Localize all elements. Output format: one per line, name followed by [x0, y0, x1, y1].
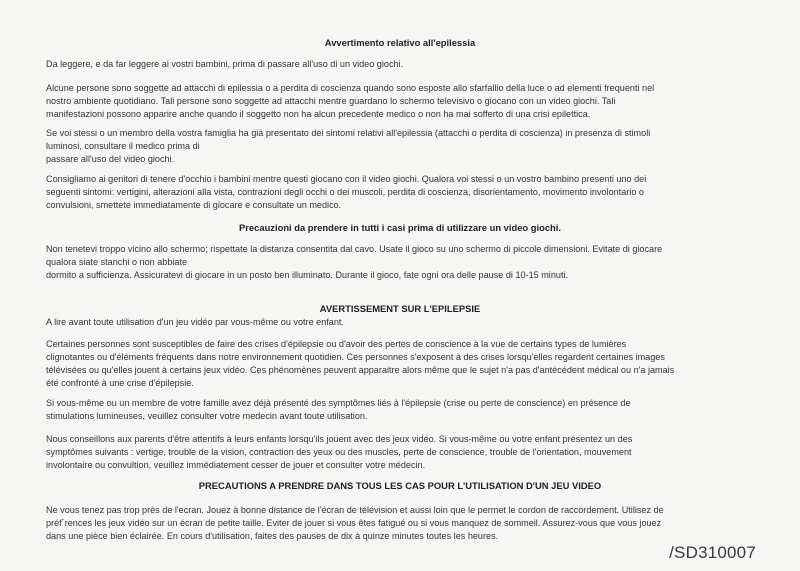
italian-warning-title: Avvertimento relativo all'epilessia: [324, 37, 476, 48]
text-line: Alcune persone sono soggette ad attacchi di epilessia o a perdita di coscienza quando sono esposte allo sfarfallio della luce o ad elementi frequenti nel: [46, 83, 655, 93]
text-line: A lire avant toute utilisation d'un jeu vidéo par vous-même ou votre enfant.: [46, 317, 344, 327]
text-line: clignotantes ou d'éléments fréquents dans notre environnement quotidien. Ces personnes s'exposent à des crises lorsqu'elles regardent certaines images: [46, 352, 665, 362]
french-paragraph-4: [46, 504, 760, 543]
french-warning-title: AVERTISSEMENT SUR L'EPILEPSIE: [319, 303, 481, 314]
italian-intro: [46, 58, 760, 71]
text-line: manifestazioni possono apparire anche quando il soggetto non ha alcun precedente medico o non ha mai sofferto di una crisi epilettica.: [46, 109, 591, 119]
document-code: /SD310007: [669, 543, 756, 562]
text-line: télévisées ou qu'elles jouent à certains jeux vidéo. Ces phénomènes peuvent apparaitre alors même que le sujet n'a pas d'antécédent médical ou n'a jamais: [46, 365, 675, 375]
italian-paragraph-2: [46, 127, 760, 166]
italian-paragraph-4: [46, 243, 760, 282]
french-paragraph-1: [46, 338, 760, 390]
french-paragraph-2: [46, 397, 760, 423]
text-line: Non tenetevi troppo vicino allo schermo; rispettate la distanza consentita dal cavo. Usate il gioco su uno schermo di piccole dimensioni. Evitate di giocare: [46, 244, 663, 254]
text-line: involontaire ou convultion, veuillez immédiatement cesser de jouer et consulter votre médecin.: [46, 460, 426, 470]
text-line: nostro ambiente quotidiano. Tali persone sono soggette ad attacchi mentre guardano lo schermo televisivo o giocano con un video giochi. Tali: [46, 96, 616, 106]
text-line: Nous conseillons aux parents d'être attentifs à leurs enfants lorsqu'ils jouent avec des jeux vidéo. Si vous-même ou votre enfant présentez un des: [46, 434, 633, 444]
text-line: préf´rences les jeux vidéo sur un écran de petite taille. Eviter de jouer si vous êtes fatigué ou si vous manquez de sommeil. Assurez-vous que vous jouez: [46, 518, 662, 528]
french-precautions-title: PRECAUTIONS A PRENDRE DANS TOUS LES CAS POUR L'UTILISATION D'UN JEU VIDEO: [198, 480, 602, 491]
text-line: seguenti sintomi: vertigini, alterazioni alla vista, contrazioni degli occhi o dei muscoli, perdita di coscienza, disorientamento, movimento involontario o: [46, 187, 644, 197]
italian-paragraph-1: [46, 82, 760, 121]
text-line: dormito a sufficienza. Assicuratevi di giocare in un posto ben illuminato. Durante il gioco, fate ogni ora delle pause di 10-15 minuti.: [46, 270, 569, 280]
text-line: Certaines personnes sont susceptibles de faire des crises d'épilepsie ou d'avoir des pertes de conscience à la vue de certains types de lumières: [46, 339, 627, 349]
text-line: Da leggere, e da far leggere ai vostri bambini, prima di passare all'uso di un video giochi.: [46, 59, 404, 69]
text-line: Si vous-même ou un membre de votre famille avez déjà présenté des symptômes liés à l'épilepsie (crise ou perte de conscience) en présence de: [46, 398, 631, 408]
text-line: Se voi stessi o un membro della vostra famiglia ha già presentato dei sintomi relativi all'epilessia (attacchi o perdita di coscienza) in presenza di stimoli: [46, 128, 651, 138]
text-line: dans une pièce bien éclairée. En cours d'utilisation, faites des pauses de dix à quinze minutes toutes les heures.: [46, 531, 499, 541]
text-line: passare all'uso del video giochi.: [46, 154, 175, 164]
text-line: Ne vous tenez pas trop près de l'ecran. Jouez à bonne distance de l'écran de télévision et aussi loin que le permet le cordon de raccordement. Utilisez de: [46, 505, 664, 515]
text-line: été confronté à une crise d'épilepsie.: [46, 378, 194, 388]
italian-precautions-title: Precauzioni da prendere in tutti i casi prima di utilizzare un video giochi.: [239, 222, 561, 233]
italian-paragraph-3: [46, 173, 760, 212]
french-paragraph-3: [46, 433, 760, 472]
french-intro: [46, 316, 760, 329]
text-line: convulsioni, smettete immediatamente di giocare e consultate un medico.: [46, 200, 342, 210]
text-line: stimulations lumineuses, veuillez consulter votre medecin avant toute utilisation.: [46, 411, 368, 421]
text-line: Consigliamo ai genitori di tenere d'occhio i bambini mentre questi giocano con il video giochi. Qualora voi stessi o un vostro bambino presenti uno dei: [46, 174, 647, 184]
text-line: luminosi, consultare il medico prima di: [46, 141, 200, 151]
text-line: qualora siate stanchi o non abbiate: [46, 257, 188, 267]
text-line: symptômes suivants : vertige, trouble de la vision, contraction des yeux ou des muscles, perte de conscience, trouble de l'orientation, mouvement: [46, 447, 632, 457]
